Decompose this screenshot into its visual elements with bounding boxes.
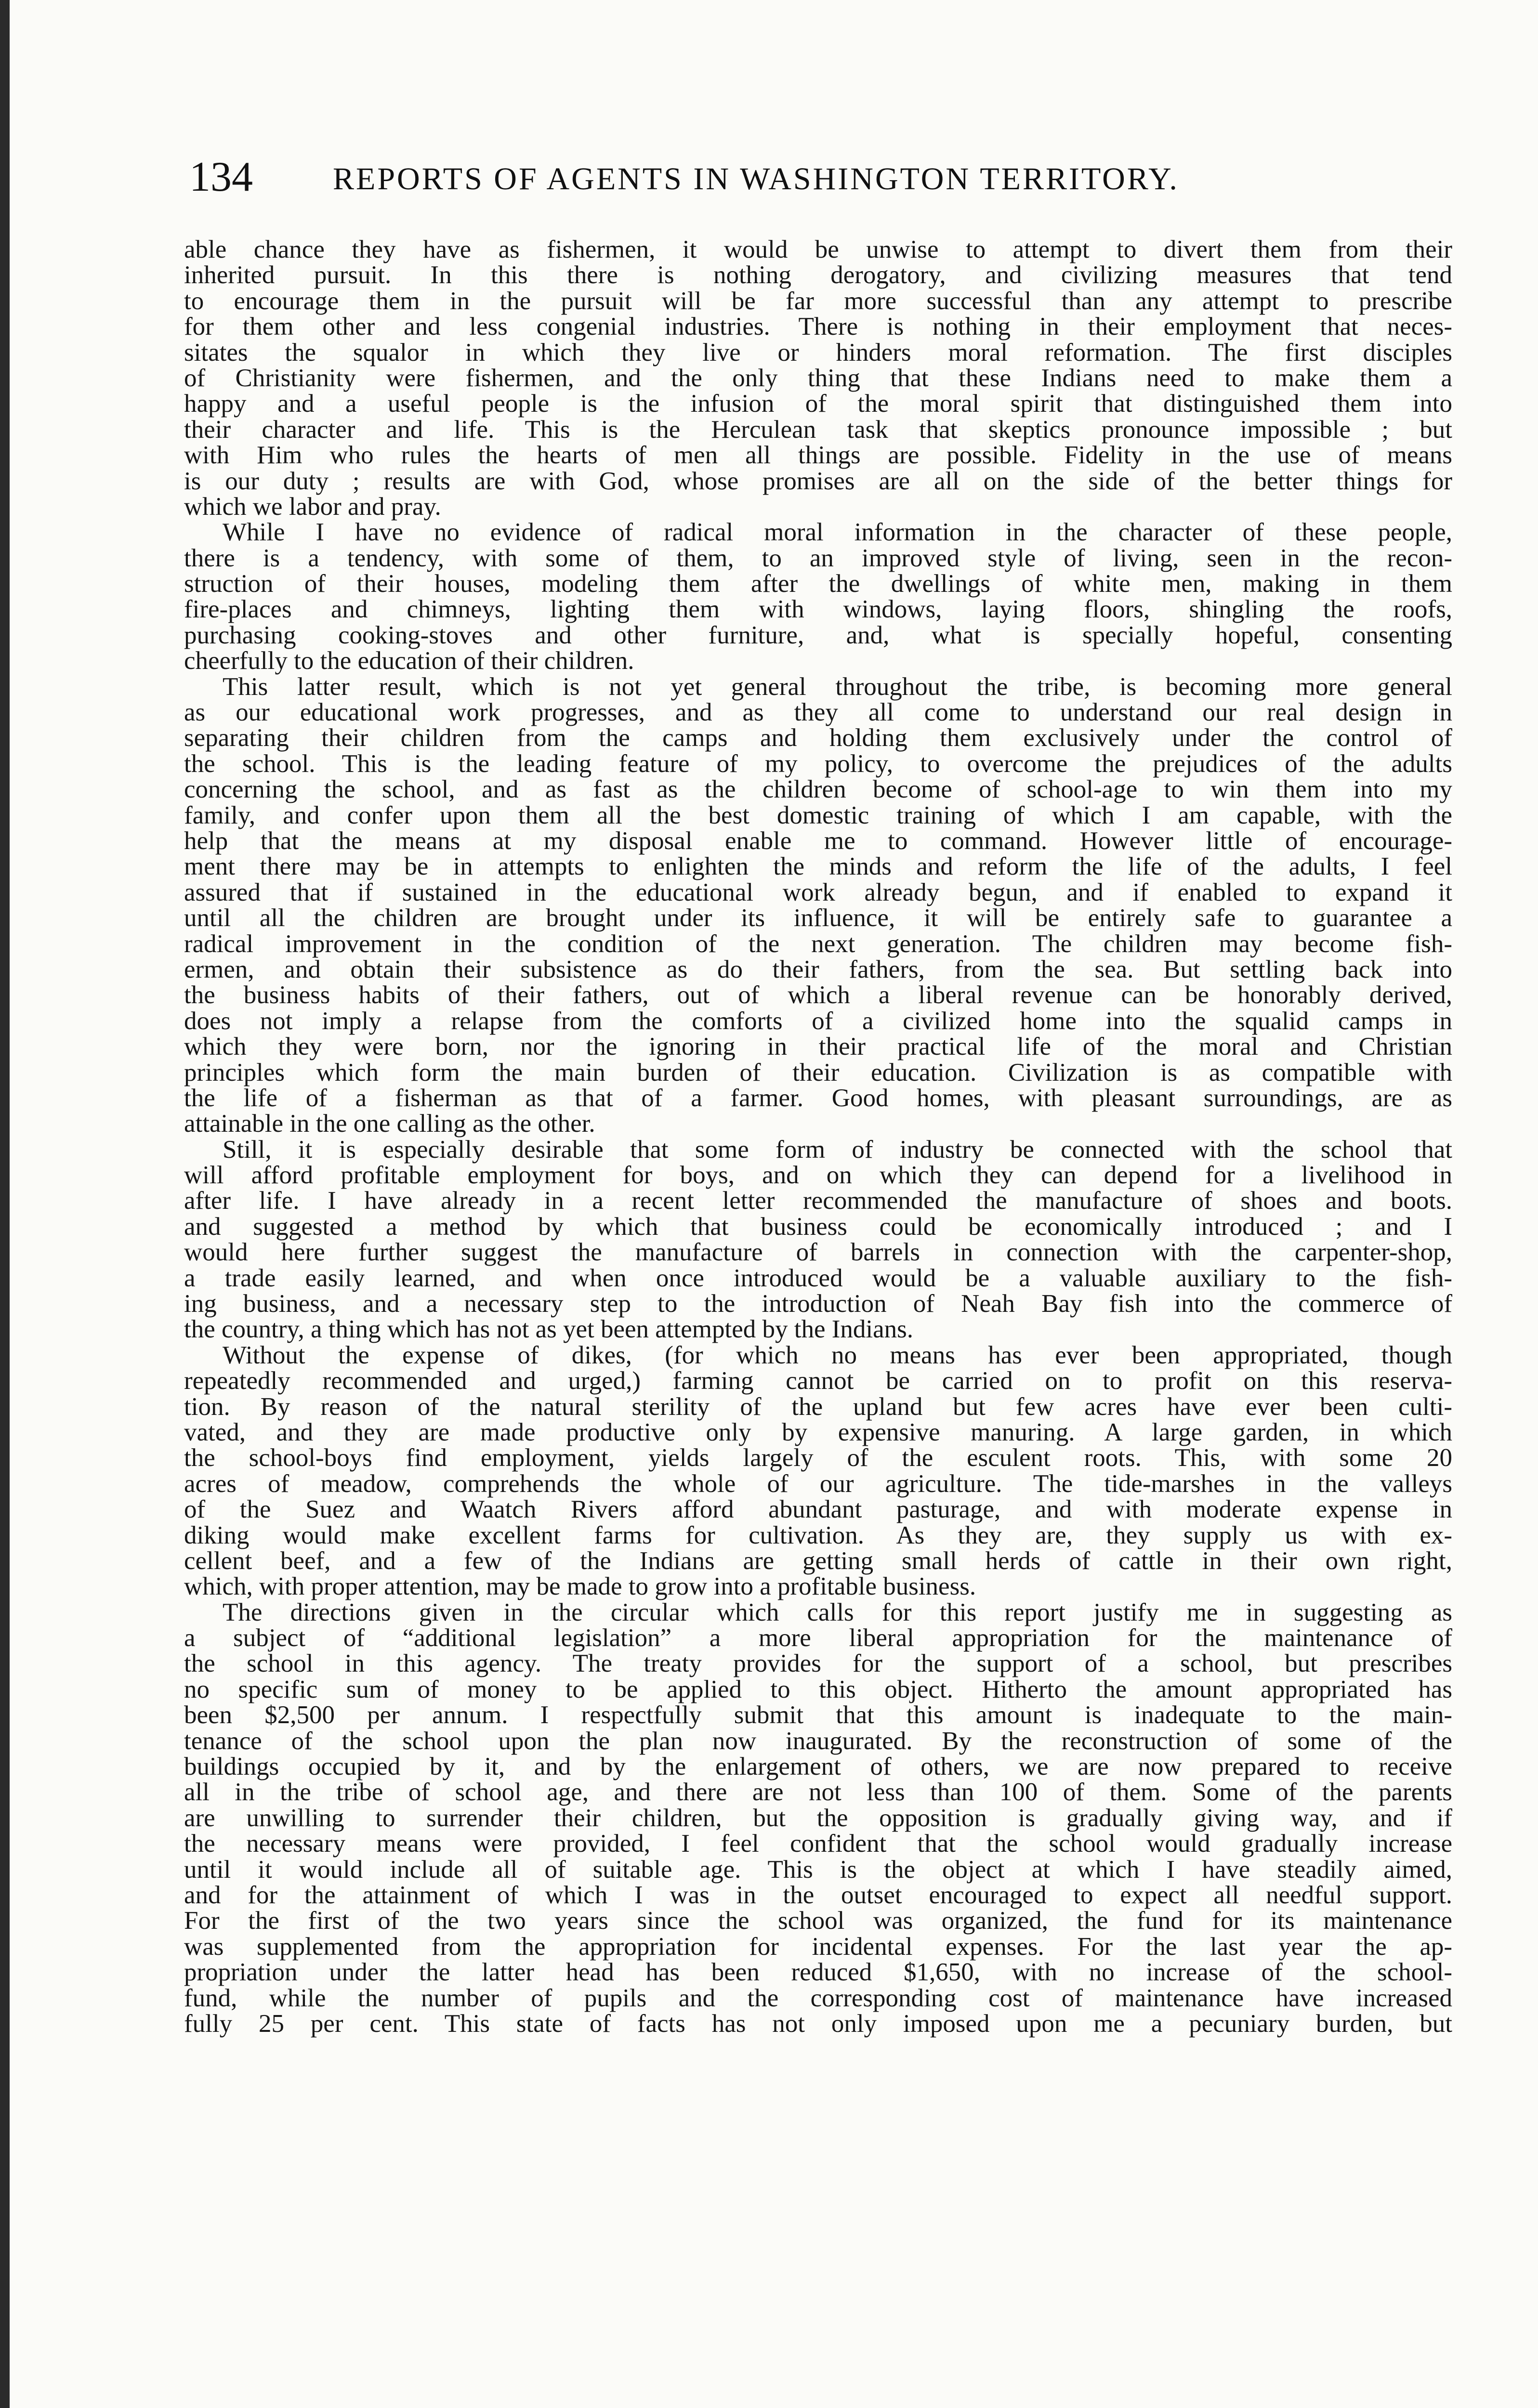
running-head: REPORTS OF AGENTS IN WASHINGTON TERRITORY.: [333, 161, 1179, 196]
text-line: cheerfully to the education of their children.: [184, 647, 634, 675]
text-line: able chance they have as fishermen, it would be unwise to attempt to divert them from their: [184, 236, 1452, 263]
text-line: principles which form the main burden of their education. Civilization is as compatible with: [184, 1058, 1452, 1086]
text-line: ment there may be in attempts to enlighten the minds and reform the life of the adults, I feel: [184, 852, 1452, 881]
text-line: been $2,500 per annum. I respectfully submit that this amount is inadequate to the main-: [184, 1701, 1452, 1729]
text-line: ing business, and a necessary step to the introduction of Neah Bay fish into the commerce of: [184, 1290, 1452, 1318]
text-line: the country, a thing which has not as yet been attempted by the Indians.: [184, 1315, 914, 1344]
text-line: with Him who rules the hearts of men all things are possible. Fidelity in the use of means: [184, 441, 1452, 470]
text-line: the business habits of their fathers, out of which a liberal revenue can be honorably derived,: [184, 981, 1452, 1009]
text-line: and for the attainment of which I was in the outset encouraged to expect all needful support.: [184, 1881, 1452, 1909]
text-line: tion. By reason of the natural sterility of the upland but few acres have ever been culti-: [184, 1392, 1452, 1421]
text-line: and suggested a method by which that business could be economically introduced ; and I: [184, 1212, 1452, 1241]
text-line: are unwilling to surrender their children, but the opposition is gradually giving way, and if: [184, 1804, 1452, 1832]
text-line: their character and life. This is the Herculean task that skeptics pronounce impossible ; but: [184, 415, 1452, 444]
text-line: Without the expense of dikes, (for which no means has ever been appropriated, though: [223, 1341, 1452, 1369]
text-line: assured that if sustained in the educational work already begun, and if enabled to expand it: [184, 878, 1452, 906]
text-line: cellent beef, and a few of the Indians are getting small herds of cattle in their own right,: [184, 1546, 1452, 1575]
page-number: 134: [189, 154, 253, 200]
text-line: was supplemented from the appropriation for incidental expenses. For the last year the ap-: [184, 1932, 1452, 1961]
text-line: a trade easily learned, and when once introduced would be a valuable auxiliary to the fish-: [184, 1264, 1452, 1292]
text-line: radical improvement in the condition of the next generation. The children may become fish-: [184, 929, 1452, 958]
text-line: as our educational work progresses, and as they all come to understand our real design in: [184, 698, 1452, 727]
text-line: fully 25 per cent. This state of facts has not only imposed upon me a pecuniary burden, but: [184, 2009, 1452, 2038]
scan-left-edge: [0, 0, 10, 2408]
text-line: the school-boys find employment, yields largely of the esculent roots. This, with some 20: [184, 1444, 1452, 1472]
text-line: is our duty ; results are with God, whose promises are all on the side of the better things for: [184, 467, 1452, 495]
text-line: While I have no evidence of radical moral information in the character of these people,: [223, 518, 1452, 547]
text-line: family, and confer upon them all the best domestic training of which I am capable, with the: [184, 801, 1452, 829]
text-line: This latter result, which is not yet general throughout the tribe, is becoming more general: [223, 672, 1452, 701]
text-line: of Christianity were fishermen, and the only thing that these Indians need to make them a: [184, 364, 1452, 392]
text-line: all in the tribe of school age, and there are not less than 100 of them. Some of the parents: [184, 1778, 1452, 1806]
text-line: acres of meadow, comprehends the whole of our agriculture. The tide-marshes in the valleys: [184, 1469, 1452, 1498]
text-line: until all the children are brought under its influence, it will be entirely safe to guarantee a: [184, 904, 1452, 932]
text-line: The directions given in the circular which calls for this report justify me in suggesting as: [223, 1598, 1452, 1626]
text-line: of the Suez and Waatch Rivers afford abundant pasturage, and with moderate expense in: [184, 1495, 1452, 1524]
text-line: the necessary means were provided, I feel confident that the school would gradually increase: [184, 1830, 1452, 1858]
text-line: struction of their houses, modeling them after the dwellings of white men, making in them: [184, 570, 1452, 598]
text-line: purchasing cooking-stoves and other furniture, and, what is specially hopeful, consenting: [184, 621, 1452, 649]
text-line: which we labor and pray.: [184, 492, 441, 521]
text-line: would here further suggest the manufacture of barrels in connection with the carpenter-shop,: [184, 1238, 1452, 1267]
text-line: inherited pursuit. In this there is nothing derogatory, and civilizing measures that tend: [184, 261, 1452, 289]
text-line: diking would make excellent farms for cultivation. As they are, they supply us with ex-: [184, 1521, 1452, 1549]
text-line: tenance of the school upon the plan now inaugurated. By the reconstruction of some of the: [184, 1727, 1452, 1755]
page-header: [189, 153, 1345, 211]
text-line: the school. This is the leading feature of my policy, to overcome the prejudices of the adults: [184, 749, 1452, 778]
text-line: For the first of the two years since the school was organized, the fund for its maintenance: [184, 1907, 1452, 1935]
text-line: the life of a fisherman as that of a farmer. Good homes, with pleasant surroundings, are as: [184, 1084, 1452, 1112]
text-line: concerning the school, and as fast as the children become of school-age to win them into my: [184, 775, 1452, 804]
text-line: a subject of “additional legislation” a more liberal appropriation for the maintenance of: [184, 1624, 1452, 1652]
text-line: does not imply a relapse from the comforts of a civilized home into the squalid camps in: [184, 1007, 1452, 1035]
text-line: there is a tendency, with some of them, to an improved style of living, seen in the recon-: [184, 544, 1452, 572]
text-line: which, with proper attention, may be made to grow into a profitable business.: [184, 1572, 976, 1601]
text-line: buildings occupied by it, and by the enlargement of others, we are now prepared to receive: [184, 1753, 1452, 1781]
text-line: vated, and they are made productive only by expensive manuring. A large garden, in which: [184, 1418, 1452, 1446]
text-line: help that the means at my disposal enable me to command. However little of encourage-: [184, 826, 1452, 855]
text-line: to encourage them in the pursuit will be far more successful than any attempt to prescribe: [184, 287, 1452, 315]
body-text: [184, 237, 1452, 2037]
text-line: separating their children from the camps and holding them exclusively under the control of: [184, 724, 1452, 752]
text-line: attainable in the one calling as the other.: [184, 1110, 595, 1138]
text-line: the school in this agency. The treaty provides for the support of a school, but prescribes: [184, 1649, 1452, 1678]
text-line: no specific sum of money to be applied to this object. Hitherto the amount appropriated has: [184, 1675, 1452, 1703]
text-line: will afford profitable employment for boys, and on which they can depend for a livelihood in: [184, 1161, 1452, 1190]
text-line: happy and a useful people is the infusion of the moral spirit that distinguished them into: [184, 390, 1452, 418]
text-line: which they were born, nor the ignoring in their practical life of the moral and Christian: [184, 1033, 1452, 1061]
text-line: sitates the squalor in which they live or hinders moral reformation. The first disciples: [184, 338, 1452, 366]
text-line: fire-places and chimneys, lighting them with windows, laying floors, shingling the roofs,: [184, 595, 1452, 624]
text-line: ermen, and obtain their subsistence as do their fathers, from the sea. But settling back into: [184, 955, 1452, 983]
text-line: for them other and less congenial industries. There is nothing in their employment that neces-: [184, 313, 1452, 341]
text-line: Still, it is especially desirable that some form of industry be connected with the school that: [223, 1135, 1452, 1164]
text-line: propriation under the latter head has been reduced $1,650, with no increase of the school-: [184, 1958, 1452, 1987]
text-line: fund, while the number of pupils and the corresponding cost of maintenance have increased: [184, 1984, 1452, 2012]
text-line: until it would include all of suitable age. This is the object at which I have steadily aimed,: [184, 1855, 1452, 1884]
text-line: after life. I have already in a recent letter recommended the manufacture of shoes and boots.: [184, 1187, 1452, 1215]
text-line: repeatedly recommended and urged,) farming cannot be carried on to profit on this reserva-: [184, 1367, 1452, 1395]
